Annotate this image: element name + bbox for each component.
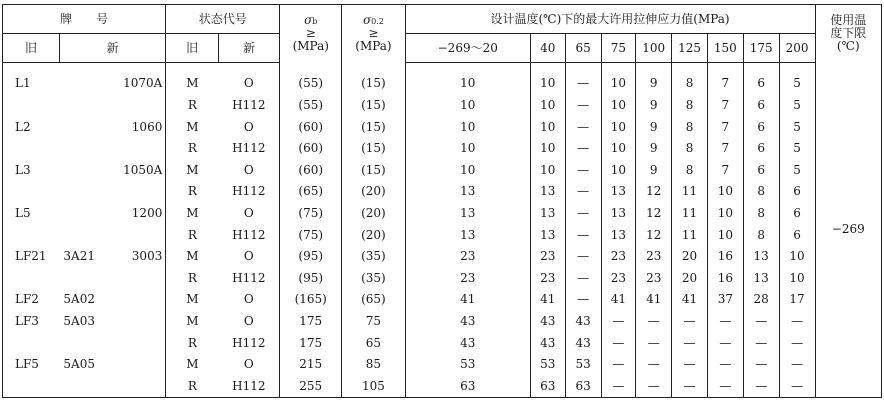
grade-new-mid-cell: 5A05 [63,357,95,372]
stress-value-cell: 5 [779,73,815,95]
stress-value-cell: 10 [707,202,743,224]
table-row [3,138,882,160]
grade-new-mid-cell [59,116,112,138]
table-row [3,181,882,203]
sigma-02-cell: (15) [342,95,405,117]
stress-value-cell: — [565,73,601,95]
stress-value-cell: 13 [743,246,779,268]
spacer-cell [405,63,530,73]
grade-new-mid-cell [59,159,112,181]
state-old-cell: M [166,202,219,224]
state-old-cell: R [166,181,219,203]
state-new-cell: H112 [219,224,280,246]
stress-value-cell: 37 [707,289,743,311]
stress-value-cell: 9 [636,73,672,95]
stress-value-cell: 8 [672,116,708,138]
stress-value-cell: — [779,375,815,397]
sigma-02-cell: 105 [342,375,405,397]
stress-value-cell: 10 [405,73,530,95]
stress-value-cell: 63 [565,375,601,397]
stress-value-cell: — [672,375,708,397]
sigma-02-cell: (20) [342,181,405,203]
sigma-b-cell: (55) [280,95,342,117]
spacer-cell [280,63,342,73]
grade-new-cell [112,181,166,203]
spacer-cell [530,63,565,73]
stress-value-cell: 23 [405,267,530,289]
spacer-cell [219,63,280,73]
stress-value-cell: 20 [672,246,708,268]
state-header: 状态代号 [166,5,280,34]
stress-value-cell: — [601,310,636,332]
grade-new-cell [112,95,166,117]
state-old-cell: M [166,289,219,311]
temp-header: 40 [530,34,565,63]
state-new-cell: O [219,159,280,181]
state-old-cell: M [166,116,219,138]
stress-value-cell: 23 [636,246,672,268]
stress-value-cell: — [565,181,601,203]
grade-new-mid-cell [59,181,112,203]
temp-header: 100 [636,34,672,63]
sigma-02-cell: 65 [342,332,405,354]
stress-value-cell: 43 [530,332,565,354]
grade-old-cell: L3 [3,159,60,181]
stress-value-cell: 17 [779,289,815,311]
stress-value-cell: — [565,138,601,160]
min-temp-cell: −269 [815,63,881,398]
stress-value-cell: 6 [779,224,815,246]
table-row [3,332,882,354]
stress-value-cell: 43 [565,310,601,332]
stress-value-cell: — [743,375,779,397]
table-body [3,63,882,398]
state-new-cell: H112 [219,332,280,354]
table-row [3,202,882,224]
grade-new-cell [112,224,166,246]
grade-new-mid-cell [59,267,112,289]
stress-value-cell: 7 [707,116,743,138]
stress-value-cell: — [601,332,636,354]
stress-value-cell: 53 [405,354,530,376]
stress-value-cell: 8 [743,202,779,224]
stress-value-cell: 10 [601,95,636,117]
sigma-02-cell: 85 [342,354,405,376]
temp-header: 200 [779,34,815,63]
stress-value-cell: 53 [530,354,565,376]
stress-value-cell: 13 [405,224,530,246]
grade-new-cell: 1050A [112,159,166,181]
stress-value-cell: 5 [779,138,815,160]
sigma-02-cell: 75 [342,310,405,332]
state-old-cell: M [166,246,219,268]
stress-value-cell: 23 [530,246,565,268]
sigma-b-cell: (60) [280,116,342,138]
stress-value-cell: 9 [636,116,672,138]
grade-new-cell: 1070A [112,73,166,95]
state-new-cell: O [219,116,280,138]
stress-value-cell: 43 [530,310,565,332]
grade-old-header: 旧 [3,34,60,63]
table-row [3,246,882,268]
stress-value-cell: 16 [707,246,743,268]
grade-new-cell: 1200 [112,202,166,224]
stress-value-cell: 23 [636,267,672,289]
grade-new-mid-cell [59,95,112,117]
state-old-cell: R [166,375,219,397]
state-new-cell: O [219,289,280,311]
grade-header: 牌 号 [3,5,166,34]
stress-value-cell: 63 [530,375,565,397]
sigma-b-cell: (75) [280,202,342,224]
grade-new-mid-cell [59,138,112,160]
stress-value-cell: 10 [530,159,565,181]
stress-value-cell: 10 [530,95,565,117]
spacer-cell [342,63,405,73]
stress-value-cell: 10 [707,224,743,246]
stress-value-cell: — [672,310,708,332]
table-row [3,289,882,311]
stress-value-cell: — [636,375,672,397]
stress-value-cell: 41 [672,289,708,311]
state-new-cell: H112 [219,267,280,289]
sigma-b-cell: 255 [280,375,342,397]
stress-value-cell: 13 [601,202,636,224]
state-new-cell: O [219,354,280,376]
stress-value-cell: 10 [405,95,530,117]
stress-value-cell: 12 [636,202,672,224]
grade-new-mid-cell [59,375,112,397]
stress-value-cell: 23 [405,246,530,268]
table-row [3,375,882,397]
state-old-cell: R [166,95,219,117]
temp-header: 125 [672,34,708,63]
sigma-02-cell: (15) [342,116,405,138]
spacer-cell [707,63,743,73]
grade-new-mid-cell [59,73,112,95]
temp-header: 75 [601,34,636,63]
stress-value-cell: 13 [530,224,565,246]
stress-value-cell: 43 [405,332,530,354]
spacer-row [3,63,882,73]
stress-value-cell: 6 [779,181,815,203]
stress-value-cell: 5 [779,159,815,181]
sigma-b-cell: (55) [280,73,342,95]
min-temp-header: 使用温 度下限 (℃) [815,5,881,63]
stress-value-cell: 7 [707,138,743,160]
table-row [3,224,882,246]
spacer-cell [601,63,636,73]
stress-value-cell: 41 [530,289,565,311]
stress-value-cell: 13 [530,202,565,224]
stress-value-cell: 13 [601,224,636,246]
stress-value-cell: 9 [636,138,672,160]
stress-value-cell: 10 [530,73,565,95]
sigma-b-cell: (65) [280,181,342,203]
stress-value-cell: 53 [565,354,601,376]
spacer-cell [743,63,779,73]
state-old-cell: M [166,73,219,95]
stress-value-cell: 6 [779,202,815,224]
stress-value-cell: — [779,332,815,354]
stress-value-cell: 10 [530,116,565,138]
spacer-cell [59,63,112,73]
grade-new-cell [112,267,166,289]
stress-value-cell: 10 [405,138,530,160]
stress-value-cell: 8 [672,95,708,117]
grade-new-cell [112,375,166,397]
grade-old-cell [3,332,60,354]
grade-new-cell: 1060 [112,116,166,138]
sigma-b-header: σb ≥ (MPa) [280,5,342,63]
stress-value-cell: — [565,267,601,289]
stress-value-cell: — [672,354,708,376]
state-old-cell: R [166,138,219,160]
grade-new-cell [112,138,166,160]
stress-value-cell: 10 [405,116,530,138]
grade-new-cell [112,289,166,311]
table-row [3,73,882,95]
grade-old-cell: LF2 [3,289,60,311]
state-new-cell: H112 [219,95,280,117]
grade-old-cell: LF21 [3,246,60,268]
stress-value-cell: 43 [565,332,601,354]
stress-value-cell: 9 [636,95,672,117]
stress-value-cell: 13 [743,267,779,289]
state-old-cell: M [166,310,219,332]
grade-new-mid-cell [59,332,112,354]
table-row [3,116,882,138]
stress-value-cell: — [707,354,743,376]
stress-value-cell: 7 [707,159,743,181]
spacer-cell [636,63,672,73]
stress-value-cell: 41 [636,289,672,311]
stress-value-cell: — [779,354,815,376]
stress-value-cell: 6 [743,159,779,181]
sigma-02-cell: (15) [342,159,405,181]
design-temp-header: 设计温度(℃)下的最大许用拉伸应力值(MPa) [405,5,815,34]
temp-header: 175 [743,34,779,63]
stress-value-cell: 13 [405,202,530,224]
stress-value-cell: — [565,202,601,224]
sigma-02-cell: (20) [342,224,405,246]
temp-header: −269～20 [405,34,530,63]
stress-value-cell: 8 [672,159,708,181]
stress-value-cell: 5 [779,95,815,117]
stress-value-cell: 41 [601,289,636,311]
stress-value-cell: 11 [672,224,708,246]
stress-value-cell: 23 [530,267,565,289]
stress-value-cell: 7 [707,73,743,95]
state-old-cell: R [166,224,219,246]
grade-old-cell: LF5 [3,354,60,376]
stress-value-cell: 13 [601,181,636,203]
stress-value-cell: 7 [707,95,743,117]
state-new-cell: O [219,202,280,224]
sigma-02-cell: (35) [342,246,405,268]
spacer-cell [112,63,166,73]
stress-value-cell: 20 [672,267,708,289]
spacer-cell [166,63,219,73]
grade-new-mid-cell [59,224,112,246]
table-row [3,95,882,117]
stress-value-cell: 12 [636,181,672,203]
grade-old-cell: L1 [3,73,60,95]
sigma-02-cell: (15) [342,138,405,160]
stress-value-cell: 10 [779,267,815,289]
table-row [3,310,882,332]
stress-value-cell: 10 [601,138,636,160]
grade-new-cell: 3003 [112,246,166,268]
stress-value-cell: — [565,95,601,117]
stress-value-cell: 12 [636,224,672,246]
stress-value-cell: 8 [743,181,779,203]
stress-value-cell: — [565,224,601,246]
stress-value-cell: 10 [707,181,743,203]
sigma-b-cell: (95) [280,246,342,268]
sigma-02-cell: (15) [342,73,405,95]
stress-value-cell: 10 [530,138,565,160]
stress-value-cell: — [779,310,815,332]
grade-old-cell [3,95,60,117]
stress-value-cell: 6 [743,116,779,138]
state-old-cell: M [166,354,219,376]
grade-new-mid-cell: 5A02 [63,292,95,307]
stress-value-cell: — [601,375,636,397]
stress-value-cell: — [636,310,672,332]
allowable-stress-table [2,4,882,398]
stress-value-cell: 13 [530,181,565,203]
stress-value-cell: 23 [601,267,636,289]
stress-value-cell: 8 [743,224,779,246]
stress-value-cell: 6 [743,95,779,117]
grade-new-mid-cell [59,202,112,224]
stress-value-cell: 10 [405,159,530,181]
table-row [3,159,882,181]
stress-value-cell: — [565,116,601,138]
grade-new-header: 新 [59,34,165,63]
stress-value-cell: — [707,375,743,397]
stress-value-cell: 28 [743,289,779,311]
stress-value-cell: 10 [601,159,636,181]
stress-value-cell: — [565,246,601,268]
stress-value-cell: — [601,354,636,376]
stress-value-cell: 6 [743,138,779,160]
grade-old-cell [3,138,60,160]
grade-old-cell [3,181,60,203]
state-old-header: 旧 [166,34,219,63]
grade-new-cell [112,354,166,376]
state-old-cell: M [166,159,219,181]
sigma-02-cell: (65) [342,289,405,311]
stress-value-cell: 13 [405,181,530,203]
grade-old-cell: L5 [3,202,60,224]
stress-value-cell: — [636,332,672,354]
sigma-b-cell: (165) [280,289,342,311]
spacer-cell [672,63,708,73]
stress-value-cell: — [743,332,779,354]
stress-value-cell: 8 [672,73,708,95]
stress-value-cell: 10 [601,116,636,138]
state-new-cell: O [219,73,280,95]
table-row [3,354,882,376]
sigma-b-cell: 215 [280,354,342,376]
grade-old-cell [3,267,60,289]
stress-value-cell: — [743,354,779,376]
stress-value-cell: 11 [672,181,708,203]
grade-new-cell [112,332,166,354]
spacer-cell [3,63,60,73]
state-new-cell: H112 [219,138,280,160]
sigma-02-header: σ0.2 ≥ (MPa) [342,5,405,63]
grade-new-mid-cell: 3A21 [63,249,95,264]
stress-value-cell: 10 [779,246,815,268]
sigma-b-cell: (75) [280,224,342,246]
sigma-b-cell: (95) [280,267,342,289]
stress-value-cell: — [707,332,743,354]
sigma-02-cell: (35) [342,267,405,289]
temp-header: 150 [707,34,743,63]
state-old-cell: R [166,332,219,354]
sigma-b-cell: (60) [280,159,342,181]
state-new-cell: H112 [219,181,280,203]
stress-value-cell: 16 [707,267,743,289]
stress-value-cell: 11 [672,202,708,224]
stress-value-cell: 5 [779,116,815,138]
state-new-cell: O [219,310,280,332]
spacer-cell [565,63,601,73]
grade-new-mid-cell: 5A03 [63,313,95,328]
stress-value-cell: 23 [601,246,636,268]
stress-value-cell: 63 [405,375,530,397]
stress-value-cell: — [707,310,743,332]
state-old-cell: R [166,267,219,289]
grade-new-cell [112,310,166,332]
stress-value-cell: 10 [601,73,636,95]
grade-old-cell [3,224,60,246]
temp-header: 65 [565,34,601,63]
sigma-b-cell: 175 [280,310,342,332]
stress-value-cell: — [565,289,601,311]
stress-value-cell: 41 [405,289,530,311]
stress-value-cell: — [672,332,708,354]
spacer-cell [779,63,815,73]
state-new-cell: O [219,246,280,268]
stress-value-cell: — [565,159,601,181]
sigma-b-cell: 175 [280,332,342,354]
grade-old-cell: L2 [3,116,60,138]
sigma-02-cell: (20) [342,202,405,224]
state-new-cell: H112 [219,375,280,397]
table-row [3,267,882,289]
stress-value-cell: 6 [743,73,779,95]
sigma-b-cell: (60) [280,138,342,160]
stress-value-cell: — [743,310,779,332]
stress-value-cell: 9 [636,159,672,181]
stress-value-cell: — [636,354,672,376]
stress-value-cell: 43 [405,310,530,332]
grade-old-cell: LF3 [3,310,60,332]
grade-old-cell [3,375,60,397]
stress-value-cell: 8 [672,138,708,160]
state-new-header: 新 [219,34,280,63]
